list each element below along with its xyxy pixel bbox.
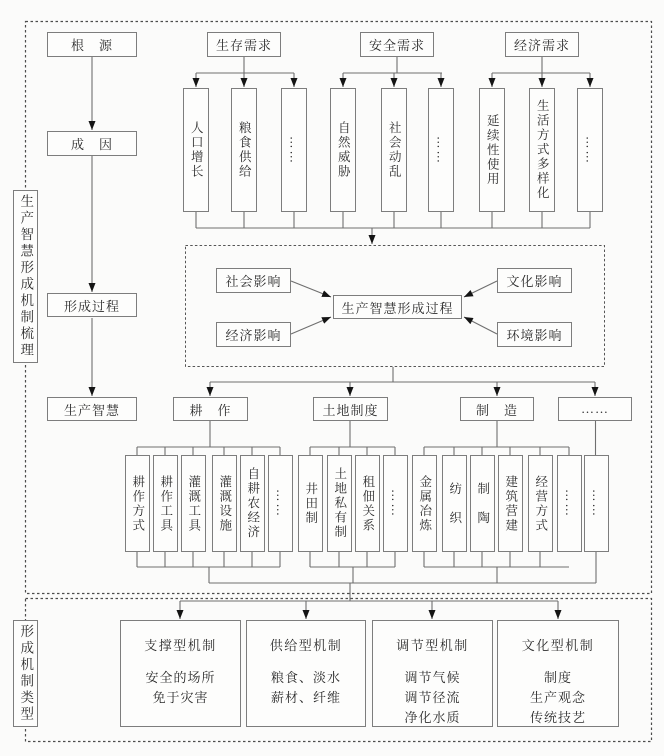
vnode-population-growth: 人口增长 [183,88,209,212]
mechanism-title: 供给型机制 [269,638,343,653]
mechanism-line: 净化水质 [404,710,461,725]
vnode-smallholder-economy: 自耕农经济 [240,455,265,552]
node-category-land-system: 土地制度 [313,397,388,421]
vnode-social-unrest: 社会动乱 [381,88,407,212]
mechanism-line: 安全的场所 [145,670,216,685]
vnode-economic-ellipsis: …… [577,88,603,212]
vnode-continuous-use: 延续性使用 [479,88,505,212]
node-need-safety: 安全需求 [360,32,434,57]
node-economic-influence: 经济影响 [216,322,291,347]
node-need-economic: 经济需求 [505,32,579,57]
node-root-source: 根 源 [47,32,137,57]
mechanism-box-provisioning [246,620,366,727]
vnode-other-ellipsis: …… [584,455,609,552]
vnode-tenancy-relations: 租佃关系 [355,455,380,552]
mechanism-title: 支撑型机制 [144,638,217,653]
vnode-lifestyle-diversity: 生活方式多样化 [529,88,555,212]
mechanism-line: 生产观念 [529,690,586,705]
mechanism-title: 调节型机制 [396,638,469,653]
vnode-private-land-ownership: 土地私有制 [327,455,352,552]
mechanism-line: 免于灾害 [152,690,209,705]
vnode-irrigation-facilities: 灌溉设施 [212,455,237,552]
node-production-wisdom: 生产智慧 [47,397,137,421]
vnode-pottery: 制 陶 [470,455,495,552]
rail-label-mechanism-types: 形成机制类型 [13,620,38,727]
vnode-well-field-system: 井田制 [298,455,323,552]
vnode-natural-threat: 自然威胁 [330,88,356,212]
mechanism-line: 制度 [543,670,572,685]
mechanism-line: 调节气候 [404,670,461,685]
node-cultural-influence: 文化影响 [497,268,572,293]
mechanism-line: 传统技艺 [529,710,586,725]
rail-label-analysis: 生产智慧形成机制梳理 [13,190,38,363]
vnode-grain-supply: 粮食供给 [231,88,257,212]
node-formation-process: 形成过程 [47,293,137,317]
vnode-farming-ellipsis: …… [268,455,293,552]
vnode-land-ellipsis: …… [383,455,408,552]
mechanism-title: 文化型机制 [521,638,595,653]
vnode-business-methods: 经营方式 [528,455,553,552]
vnode-metal-smelting: 金属冶炼 [412,455,437,552]
mechanism-line: 粮食、淡水 [270,670,341,685]
mechanism-box-regulating [372,620,493,727]
node-category-manufacturing: 制 造 [460,397,534,421]
vnode-textile: 纺 织 [442,455,467,552]
node-social-influence: 社会影响 [216,268,291,293]
node-category-farming: 耕 作 [173,397,248,421]
vnode-manufacturing-ellipsis: …… [557,455,582,552]
mechanism-box-supporting [120,620,241,727]
mechanism-box-cultural [497,620,619,727]
node-need-survival: 生存需求 [207,32,281,57]
mechanism-line: 调节径流 [404,690,461,705]
vnode-farming-method: 耕作方式 [125,455,150,552]
vnode-farming-tools: 耕作工具 [153,455,178,552]
vnode-safety-ellipsis: …… [428,88,454,212]
node-category-ellipsis: …… [558,397,632,421]
vnode-irrigation-tools: 灌溉工具 [181,455,206,552]
node-environment-influence: 环境影响 [497,322,572,347]
vnode-construction: 建筑营建 [498,455,523,552]
mechanism-line: 薪材、纤维 [270,690,341,705]
node-cause: 成 因 [47,131,137,156]
node-wisdom-formation-center: 生产智慧形成过程 [333,295,462,319]
vnode-survival-ellipsis: …… [281,88,307,212]
